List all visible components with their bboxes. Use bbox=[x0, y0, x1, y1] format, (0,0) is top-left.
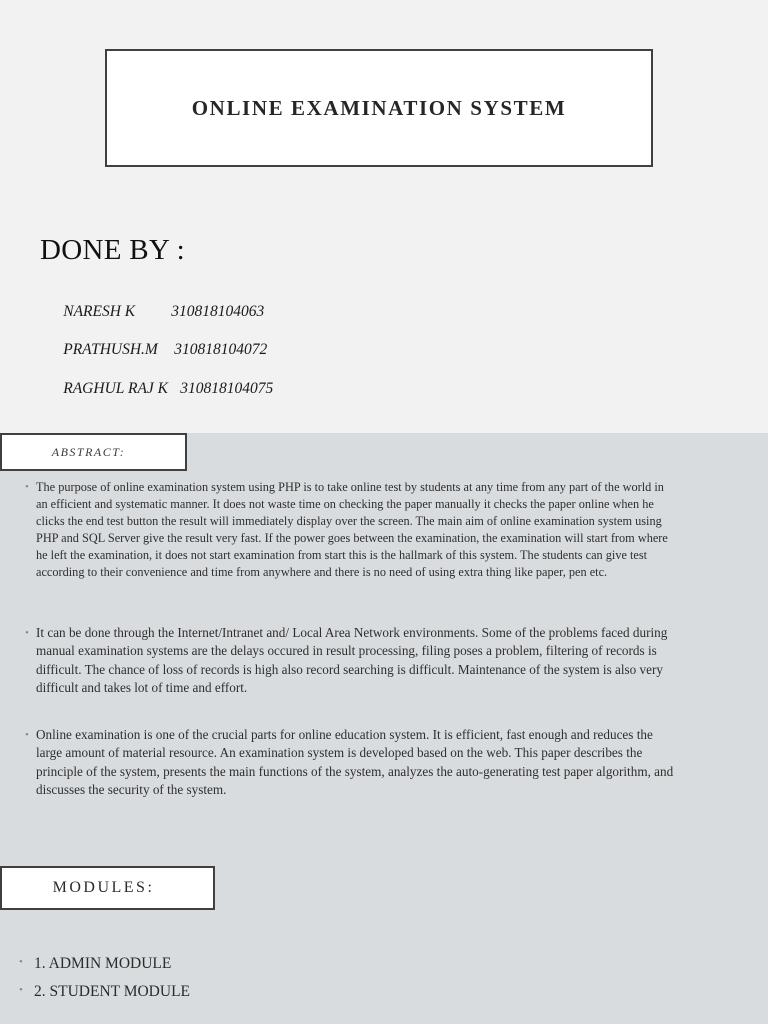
abstract-paragraph bbox=[25, 624, 676, 698]
module-name: 1. ADMIN MODULE bbox=[34, 955, 172, 972]
abstract-label: ABSTRACT: bbox=[51, 444, 126, 459]
paragraph-text: The purpose of online examination system using PHP is to take online test by students at any time from any part of the world in an efficient and systematic manner. It does not waste time on checking the paper manually it checks the paper online when he clicks the end test button the result will immediately display over the screen. The main aim of online examination system using PHP and SQL Server give the result very fast. If the power goes between the examination, the examination will start from where he left the examination, it does not start examination from start this is the hallmark of this system. The students can give test according to their convenience and time from anywhere and there is no need of using extra thing like paper, pen etc. bbox=[36, 480, 668, 579]
abstract-paragraph bbox=[25, 479, 676, 580]
page-title: ONLINE EXAMINATION SYSTEM bbox=[191, 95, 567, 120]
member-name: RAGHUL RAJ K bbox=[63, 380, 169, 397]
member-name: NARESH K bbox=[63, 303, 136, 320]
done-by-heading: DONE BY : bbox=[40, 234, 186, 266]
member-roll-number: 310818104072 bbox=[174, 341, 268, 358]
module-list-item bbox=[19, 983, 190, 1001]
bullet-icon: • bbox=[19, 956, 23, 968]
bullet-icon: • bbox=[25, 481, 29, 493]
member-roll-number: 310818104075 bbox=[180, 380, 274, 397]
member-name: PRATHUSH.M bbox=[63, 341, 158, 358]
module-list-item bbox=[19, 955, 172, 973]
team-member bbox=[40, 362, 273, 416]
abstract-label-box bbox=[0, 433, 187, 471]
paragraph-text: It can be done through the Internet/Intranet and/ Local Area Network environments. Some of the problems faced during manual examination systems are the delays occured in result processing, filing poses a problem, filtering of records is difficult. The chance of loss of records is high also record searching is difficult. Maintenance of the system is also very difficult and takes lot of time and effort. bbox=[36, 625, 668, 696]
modules-label: MODULES: bbox=[52, 879, 155, 896]
module-name: 2. STUDENT MODULE bbox=[34, 983, 190, 1000]
title-box bbox=[105, 49, 653, 167]
abstract-paragraph bbox=[25, 726, 676, 800]
paragraph-text: Online examination is one of the crucial parts for online education system. It is efficient, fast enough and reduces the large amount of material resource. An examination system is developed based on the web. This paper describes the principle of the system, presents the main functions of the system, analyzes the auto-generating test paper algorithm, and discusses the security of the system. bbox=[36, 727, 674, 798]
member-roll-number: 310818104063 bbox=[171, 303, 265, 320]
bullet-icon: • bbox=[25, 627, 29, 639]
bullet-icon: • bbox=[25, 729, 29, 741]
modules-label-box bbox=[0, 866, 215, 910]
bullet-icon: • bbox=[19, 984, 23, 996]
abstract-slide bbox=[0, 433, 768, 1024]
title-slide bbox=[0, 0, 768, 433]
